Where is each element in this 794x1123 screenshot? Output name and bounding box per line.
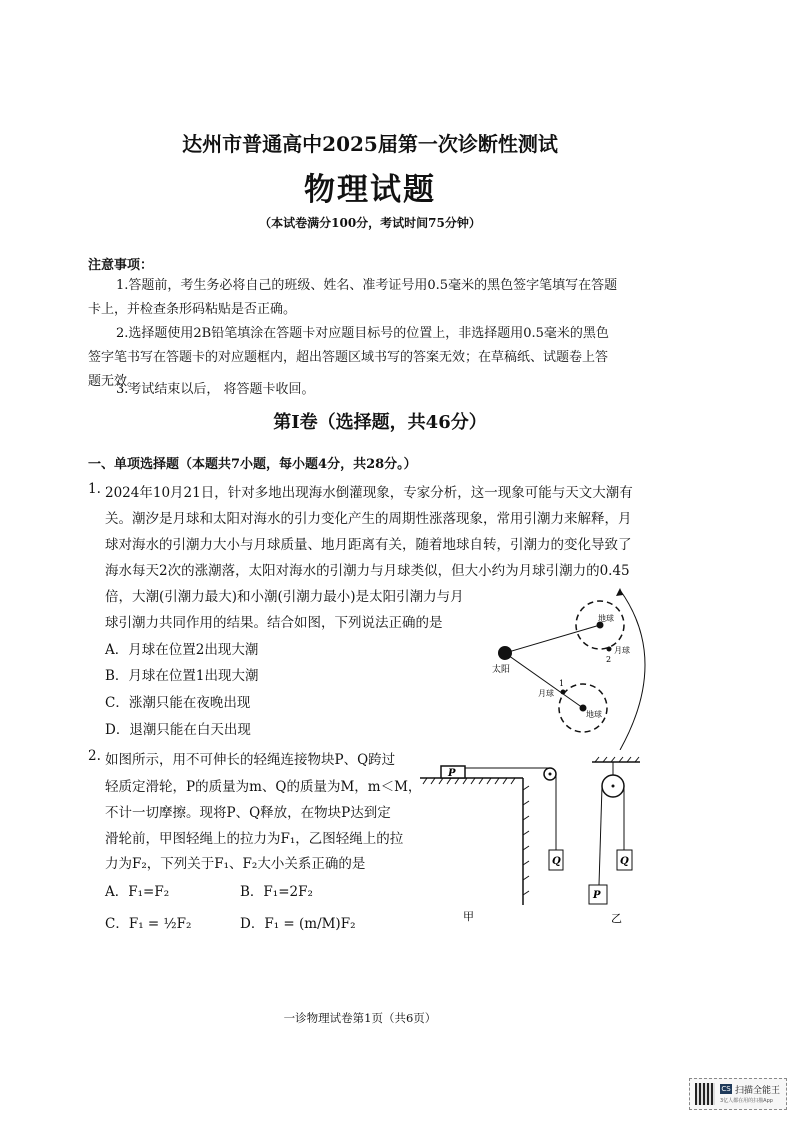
q1-line: 海水每天2次的涨潮落，太阳对海水的引潮力与月球类似，但大小约为月球引潮力的0.45 <box>105 563 630 579</box>
q1-line: 球引潮力共同作用的结果。结合如图，下列说法正确的是 <box>105 615 443 631</box>
earth-orbit <box>620 590 645 750</box>
block-p-label: P <box>593 890 601 901</box>
note-line: 卡上，并检查条形码粘贴是否正确。 <box>88 302 297 317</box>
block-q-label: Q <box>552 856 561 867</box>
q1-line: 倍，大潮(引潮力最大)和小潮(引潮力最小)是太阳引潮力与月 <box>105 589 464 605</box>
q2-option-b: B．F₁=2F₂ <box>240 884 313 900</box>
q1-option-a: A．月球在位置2出现大潮 <box>105 642 259 658</box>
moon-icon <box>607 647 612 652</box>
position-1-label: 1 <box>559 679 565 688</box>
earth-label: 地球 <box>586 710 602 719</box>
block-q-label: Q <box>620 856 629 867</box>
q1-option-c: C．涨潮只能在夜晚出现 <box>105 695 251 711</box>
q2-option-c: C．F₁ = ½F₂ <box>105 916 192 932</box>
q2-line: 轻质定滑轮，P的质量为m、Q的质量为M，m＜M， <box>105 779 422 795</box>
pulley-figure <box>415 750 655 930</box>
figure-b-label: 乙 <box>611 912 622 925</box>
q1-option-b: B．月球在位置1出现大潮 <box>105 668 259 684</box>
sun-earth-line <box>505 653 583 708</box>
scanner-name: 扫描全能王 <box>735 1086 781 1096</box>
subject-title: 物理试题 <box>304 172 436 208</box>
block-p-label: P <box>448 768 456 779</box>
page-footer: 一诊物理试卷第1页（共6页） <box>283 1011 437 1025</box>
scanner-slogan: 3亿人都在用的扫描App <box>720 1098 773 1104</box>
position-2-label: 2 <box>606 655 612 664</box>
scanner-watermark <box>689 1078 787 1110</box>
note-line: 2.选择题使用2B铅笔填涂在答题卡对应题目标号的位置上，非选择题用0.5毫米的黑色 <box>116 326 609 341</box>
note-line: 1.答题前，考生务必将自己的班级、姓名、准考证号用0.5毫米的黑色签字笔填写在答题 <box>116 278 618 293</box>
q2-option-d: D．F₁ = (m/M)F₂ <box>240 916 356 932</box>
tide-figure <box>460 580 660 750</box>
section-subheading: 一、单项选择题（本题共7小题，每小题4分，共28分。） <box>88 457 417 472</box>
q1-line: 关。潮汐是月球和太阳对海水的引力变化产生的周期性涨落现象，常用引潮力来解释，月 <box>105 511 632 527</box>
q1-line: 2024年10月21日，针对多地出现海水倒灌现象，专家分析，这一现象可能与天文大潮有 <box>105 485 633 501</box>
figure-a-label: 甲 <box>463 910 474 923</box>
q2-number: 2. <box>88 748 101 764</box>
q1-number: 1. <box>88 481 101 497</box>
q2-line: 滑轮前，甲图轻绳上的拉力为F₁，乙图轻绳上的拉 <box>105 831 404 847</box>
sun-label: 太阳 <box>492 665 511 675</box>
moon-label: 月球 <box>538 689 554 698</box>
q1-line: 球对海水的引潮力大小与月球质量、地月距离有关，随着地球自转，引潮力的变化导致了 <box>105 537 632 553</box>
q2-option-a: A．F₁=F₂ <box>105 884 170 900</box>
moon-icon <box>561 690 566 695</box>
note-line: 3.考试结束以后， 将答题卡收回。 <box>116 382 315 397</box>
moon-label: 月球 <box>614 646 630 655</box>
notes-heading: 注意事项： <box>88 258 154 273</box>
sun-earth-line <box>505 625 600 653</box>
exam-title: 达州市普通高中2025届第一次诊断性测试 <box>182 132 558 156</box>
exam-subtitle: （本试卷满分100分，考试时间75分钟） <box>259 216 481 230</box>
cs-logo: CS <box>721 1085 731 1093</box>
section-title: 第I卷（选择题，共46分） <box>273 412 487 433</box>
qr-code-icon <box>695 1083 715 1105</box>
q2-line: 不计一切摩擦。现将P、Q释放，在物块P达到定 <box>105 805 391 821</box>
q2-line: 力为F₂，下列关于F₁、F₂大小关系正确的是 <box>105 856 366 872</box>
q1-option-d: D．退潮只能在白天出现 <box>105 722 251 738</box>
note-line: 题无效。 <box>88 374 141 389</box>
sun-icon <box>498 646 512 660</box>
earth-label: 地球 <box>598 614 614 623</box>
note-line: 签字笔书写在答题卡的对应题框内，超出答题区域书写的答案无效；在草稿纸、试题卷上答 <box>88 350 609 365</box>
q2-line: 如图所示，用不可伸长的轻绳连接物块P、Q跨过 <box>105 752 396 768</box>
